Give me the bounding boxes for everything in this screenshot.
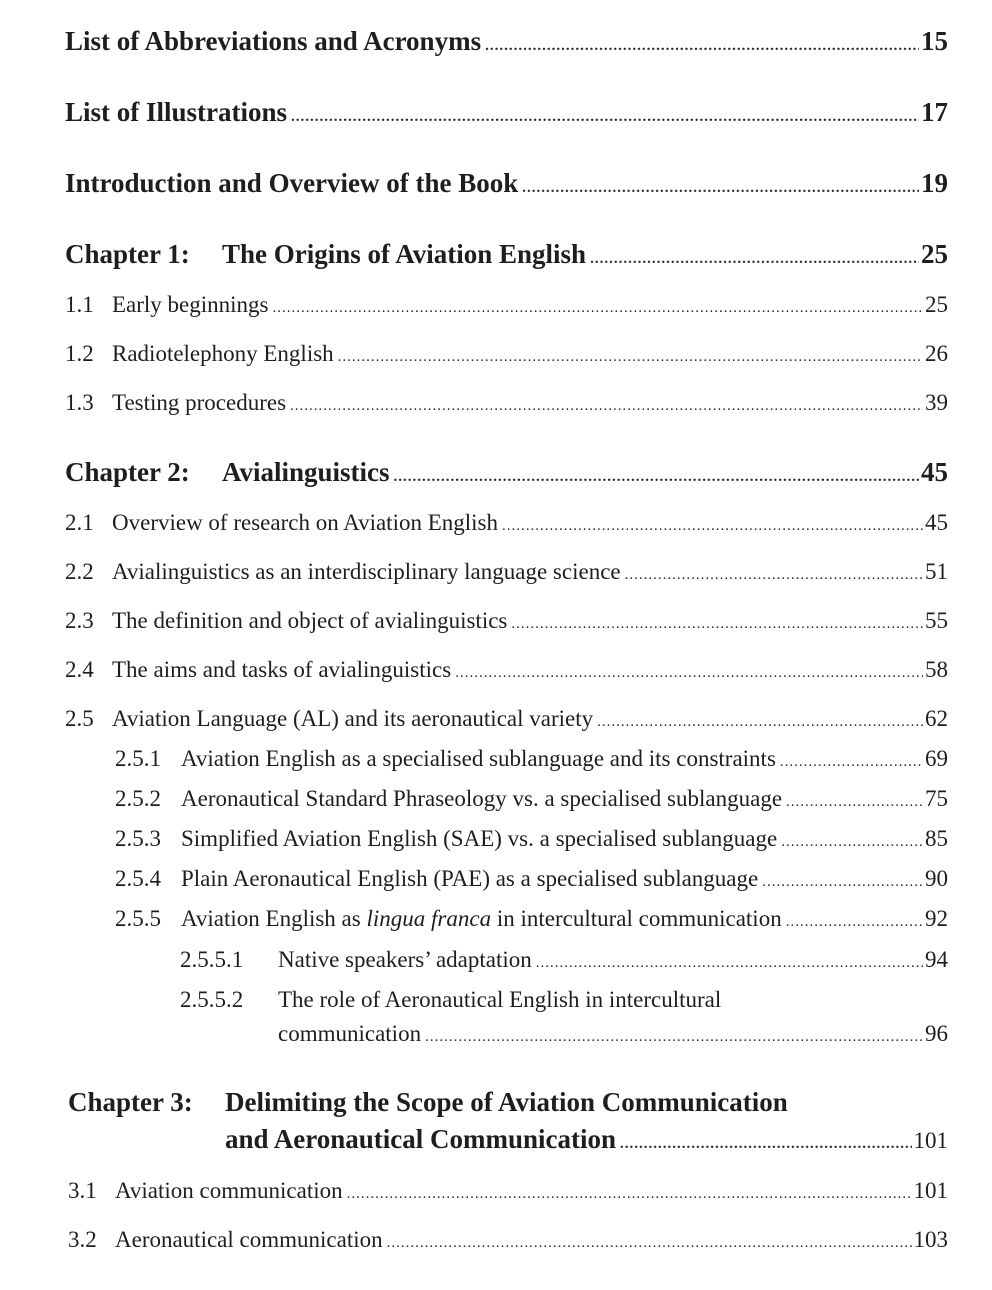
- toc-entry-section-2-4[interactable]: [65, 657, 948, 683]
- subsection-title: [181, 906, 782, 932]
- dot-leader: [455, 665, 923, 682]
- section-title: Radiotelephony English: [112, 341, 334, 366]
- toc-entry-subsubsection-2-5-5-2[interactable]: [180, 987, 721, 1013]
- entry-page-number: 103: [913, 1227, 948, 1252]
- section-title: Aviation communication: [115, 1178, 343, 1203]
- section-title: Aviation Language (AL) and its aeronautical variety: [112, 706, 594, 731]
- entry-page-number: 92: [925, 906, 948, 931]
- entry-page-number: 75: [925, 786, 948, 811]
- toc-entry-section-1-3[interactable]: [65, 390, 948, 416]
- toc-entry-section-3-1[interactable]: [68, 1178, 948, 1204]
- chapter-label: Chapter 2:: [65, 457, 190, 487]
- entry-page-number: 39: [925, 390, 948, 415]
- entry-page-number: 58: [925, 657, 948, 682]
- subsection-number: 2.5.2: [115, 786, 161, 811]
- entry-page-number: 96: [925, 1021, 948, 1046]
- dot-leader: [387, 1235, 912, 1252]
- title-italic-part: lingua franca: [366, 906, 492, 931]
- toc-entry-section-3-2[interactable]: [68, 1227, 948, 1253]
- entry-page-number: 26: [925, 341, 948, 366]
- subsubsection-number: 2.5.5.1: [180, 947, 244, 972]
- toc-entry-section-2-3[interactable]: [65, 608, 948, 634]
- section-number: 2.5: [65, 706, 94, 731]
- toc-entry-subsection-2-5-3[interactable]: [115, 826, 948, 852]
- entry-page-number: 101: [913, 1178, 948, 1203]
- dot-leader: [597, 714, 923, 731]
- toc-entry-subsection-2-5-4[interactable]: [115, 866, 948, 892]
- dot-leader: [394, 469, 919, 486]
- dot-leader: [338, 349, 923, 366]
- toc-entry-section-1-1[interactable]: [65, 292, 948, 318]
- entry-title: Introduction and Overview of the Book: [65, 168, 519, 198]
- title-part: Aviation English as: [181, 906, 367, 931]
- section-title: Avialinguistics as an interdisciplinary language science: [112, 559, 621, 584]
- toc-entry-section-2-2[interactable]: [65, 559, 948, 585]
- toc-entry-subsection-2-5-5[interactable]: [115, 906, 948, 932]
- chapter-label: Chapter 1:: [65, 239, 190, 269]
- entry-page-number: 25: [921, 239, 948, 269]
- dot-leader: [590, 251, 919, 268]
- section-title: Overview of research on Aviation English: [112, 510, 498, 535]
- section-number: 2.4: [65, 657, 94, 682]
- entry-title: List of Abbreviations and Acronyms: [65, 26, 482, 56]
- entry-page-number: 90: [925, 866, 948, 891]
- dot-leader: [290, 398, 923, 415]
- subsection-title: Aeronautical Standard Phraseology vs. a specialised sublanguage: [181, 786, 783, 811]
- section-number: 2.2: [65, 559, 94, 584]
- subsection-title: Plain Aeronautical English (PAE) as a specialised sublanguage: [181, 866, 759, 891]
- toc-entry-section-2-5[interactable]: [65, 706, 948, 732]
- toc-entry-abbreviations[interactable]: [65, 26, 948, 57]
- subsubsection-title: Native speakers’ adaptation: [278, 947, 532, 972]
- entry-page-number: 94: [925, 947, 948, 972]
- section-number: 1.2: [65, 341, 94, 366]
- entry-page-number: 69: [925, 746, 948, 771]
- section-number: 1.3: [65, 390, 94, 415]
- entry-page-number: 51: [925, 559, 948, 584]
- section-number: 2.3: [65, 608, 94, 633]
- dot-leader: [425, 1029, 923, 1046]
- toc-entry-illustrations[interactable]: [65, 97, 948, 128]
- dot-leader: [762, 874, 923, 891]
- section-title: Aeronautical communication: [115, 1227, 383, 1252]
- section-number: 3.1: [68, 1178, 97, 1203]
- dot-leader: [502, 518, 923, 535]
- dot-leader: [780, 754, 923, 771]
- dot-leader: [273, 300, 924, 317]
- dot-leader: [620, 1136, 911, 1153]
- toc-entry-introduction[interactable]: [65, 168, 948, 199]
- toc-entry-chapter-3-continued[interactable]: [225, 1124, 948, 1155]
- toc-entry-chapter-3[interactable]: [68, 1087, 788, 1118]
- chapter-title-line-1: Delimiting the Scope of Aviation Communication: [225, 1087, 788, 1117]
- chapter-title: Avialinguistics: [222, 457, 390, 487]
- entry-page-number: 45: [921, 457, 948, 487]
- toc-entry-section-1-2[interactable]: [65, 341, 948, 367]
- entry-page-number: 25: [925, 292, 948, 317]
- dot-leader: [511, 616, 923, 633]
- dot-leader: [786, 794, 923, 811]
- subsection-number: 2.5.1: [115, 746, 161, 771]
- toc-entry-chapter-1[interactable]: [65, 239, 948, 270]
- subsection-title: Aviation English as a specialised sublanguage and its constraints: [181, 746, 776, 771]
- entry-page-number: 19: [921, 168, 948, 198]
- dot-leader: [625, 567, 923, 584]
- subsection-number: 2.5.5: [115, 906, 161, 931]
- entry-page-number: 85: [925, 826, 948, 851]
- section-number: 3.2: [68, 1227, 97, 1252]
- entry-title: List of Illustrations: [65, 97, 288, 127]
- dot-leader: [786, 914, 923, 931]
- dot-leader: [522, 180, 919, 197]
- subsubsection-title-line-1: The role of Aeronautical English in intercultural: [278, 987, 722, 1012]
- dot-leader: [291, 109, 919, 126]
- title-part: in intercultural communication: [491, 906, 782, 931]
- subsection-number: 2.5.4: [115, 866, 161, 891]
- dot-leader: [485, 38, 919, 55]
- dot-leader: [347, 1186, 912, 1203]
- dot-leader: [536, 955, 923, 972]
- toc-entry-chapter-2[interactable]: [65, 457, 948, 488]
- subsection-number: 2.5.3: [115, 826, 161, 851]
- entry-page-number: 55: [925, 608, 948, 633]
- dot-leader: [781, 834, 923, 851]
- chapter-title-line-2: and Aeronautical Communication: [225, 1124, 617, 1154]
- section-title: Early beginnings: [112, 292, 269, 317]
- chapter-title: The Origins of Aviation English: [222, 239, 587, 269]
- toc-entry-subsection-2-5-1[interactable]: [115, 746, 948, 772]
- entry-page-number: 45: [925, 510, 948, 535]
- subsubsection-title-line-2: communication: [278, 1021, 422, 1046]
- toc-entry-subsubsection-2-5-5-2-continued[interactable]: [278, 1021, 948, 1047]
- toc-entry-subsubsection-2-5-5-1[interactable]: [180, 947, 948, 973]
- toc-entry-subsection-2-5-2[interactable]: [115, 786, 948, 812]
- section-number: 2.1: [65, 510, 94, 535]
- section-title: The definition and object of avialinguistics: [112, 608, 508, 633]
- entry-page-number: 17: [921, 97, 948, 127]
- subsubsection-number: 2.5.5.2: [180, 987, 244, 1012]
- section-title: Testing procedures: [112, 390, 287, 415]
- entry-page-number: 101: [913, 1128, 948, 1153]
- toc-entry-section-2-1[interactable]: [65, 510, 948, 536]
- chapter-label: Chapter 3:: [68, 1087, 193, 1117]
- subsection-title: Simplified Aviation English (SAE) vs. a specialised sublanguage: [181, 826, 778, 851]
- entry-page-number: 15: [921, 26, 948, 56]
- section-number: 1.1: [65, 292, 94, 317]
- section-title: The aims and tasks of avialinguistics: [112, 657, 452, 682]
- entry-page-number: 62: [925, 706, 948, 731]
